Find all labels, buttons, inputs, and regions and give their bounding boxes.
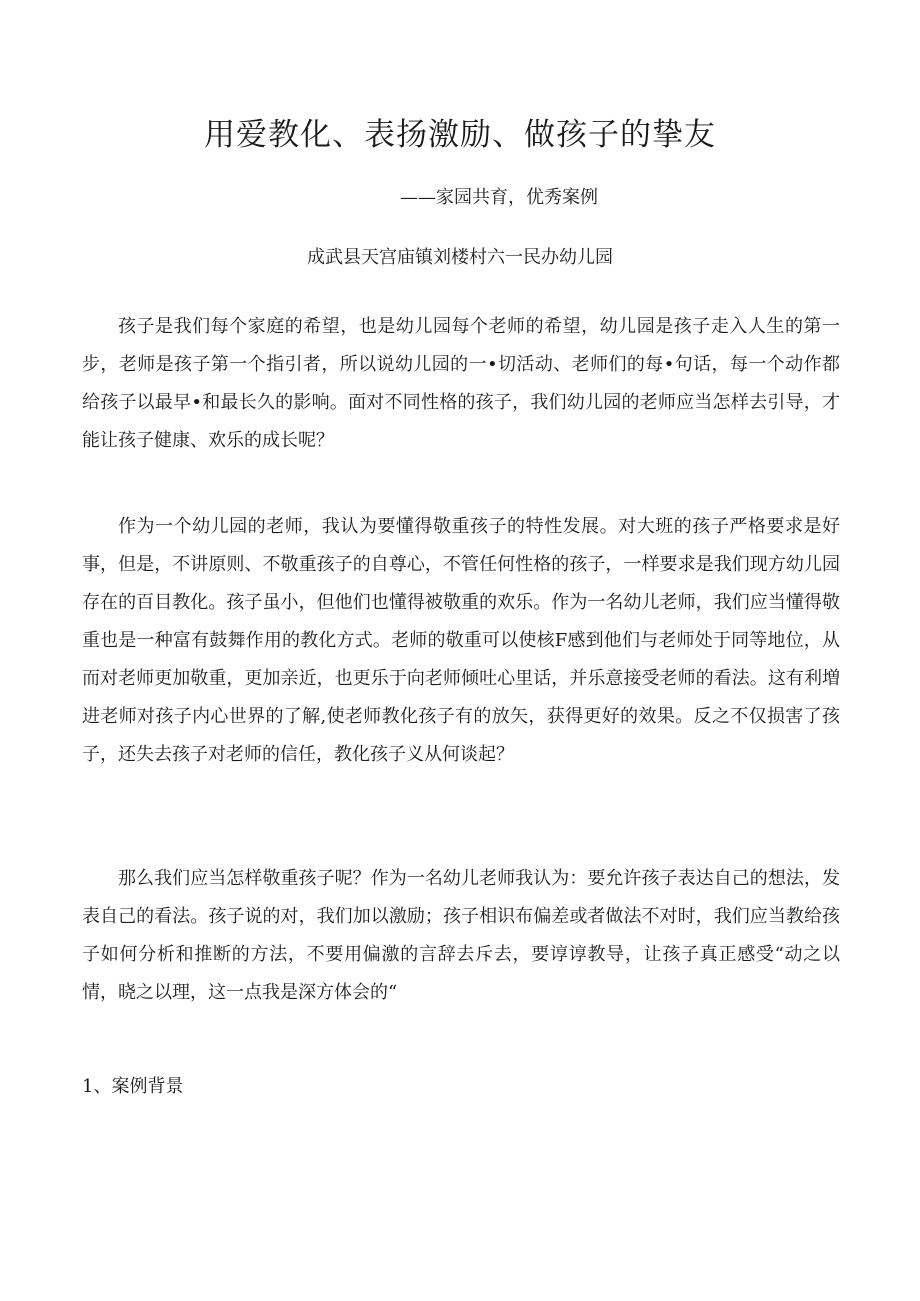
document-subtitle: ——家园共育，优秀案例 <box>400 187 598 208</box>
paragraph-1: 孩子是我们每个家庭的希望，也是幼儿园每个老师的希望，幼儿园是孩子走入人生的第一步，老师是孩子第一个指引者，所以说幼儿园的一•切活动、老师们的每•句话，每一个动作都给孩子以最早•和最长久的影响。面对不同性格的孩子，我们幼儿园的老师应当怎样去引导，才能让孩子健康、欢乐的成长呢？ <box>82 316 840 451</box>
paragraph-3: 那么我们应当怎样敬重孩子呢？作为一名幼儿老师我认为：要允许孩子表达自己的想法，发表自己的看法。孩子说的对，我们加以激励；孩子相识布偏差或者做法不对时，我们应当教给孩子如何分析和推断的方法，不要用偏激的言辞去斥去，要谆谆教导，让孩子真正感受“动之以情，晓之以理，这一点我是深方体会的“ <box>82 868 840 1003</box>
paragraph-2: 作为一个幼儿园的老师，我认为要懂得敬重孩子的特性发展。对大班的孩子严格要求是好事，但是，不讲原则、不敬重孩子的自尊心，不管任何性格的孩子，一样要求是我们现方幼儿园存在的百目教化。孩子虽小，但他们也懂得被敬重的欢乐。作为一名幼儿老师，我们应当懂得敬重也是一种富有鼓舞作用的教化方式。老师的敬重可以使核F感到他们与老师处于同等地位，从而对老师更加敬重，更加亲近，也更乐于向老师倾吐心里话，并乐意接受老师的看法。这有利増进老师对孩子内心世界的了解,使老师教化孩子有的放矢，获得更好的效果。反之不仅损害了孩子，还失去孩子对老师的信任，教化孩子义从何谈起？ <box>82 516 840 765</box>
organization-name: 成武县天宫庙镇刘楼村六一民办幼儿园 <box>307 247 613 268</box>
document-title: 用爱教化、表扬激励、做孩子的挚友 <box>204 117 716 153</box>
section-heading: 1、案例背景 <box>82 1076 184 1097</box>
